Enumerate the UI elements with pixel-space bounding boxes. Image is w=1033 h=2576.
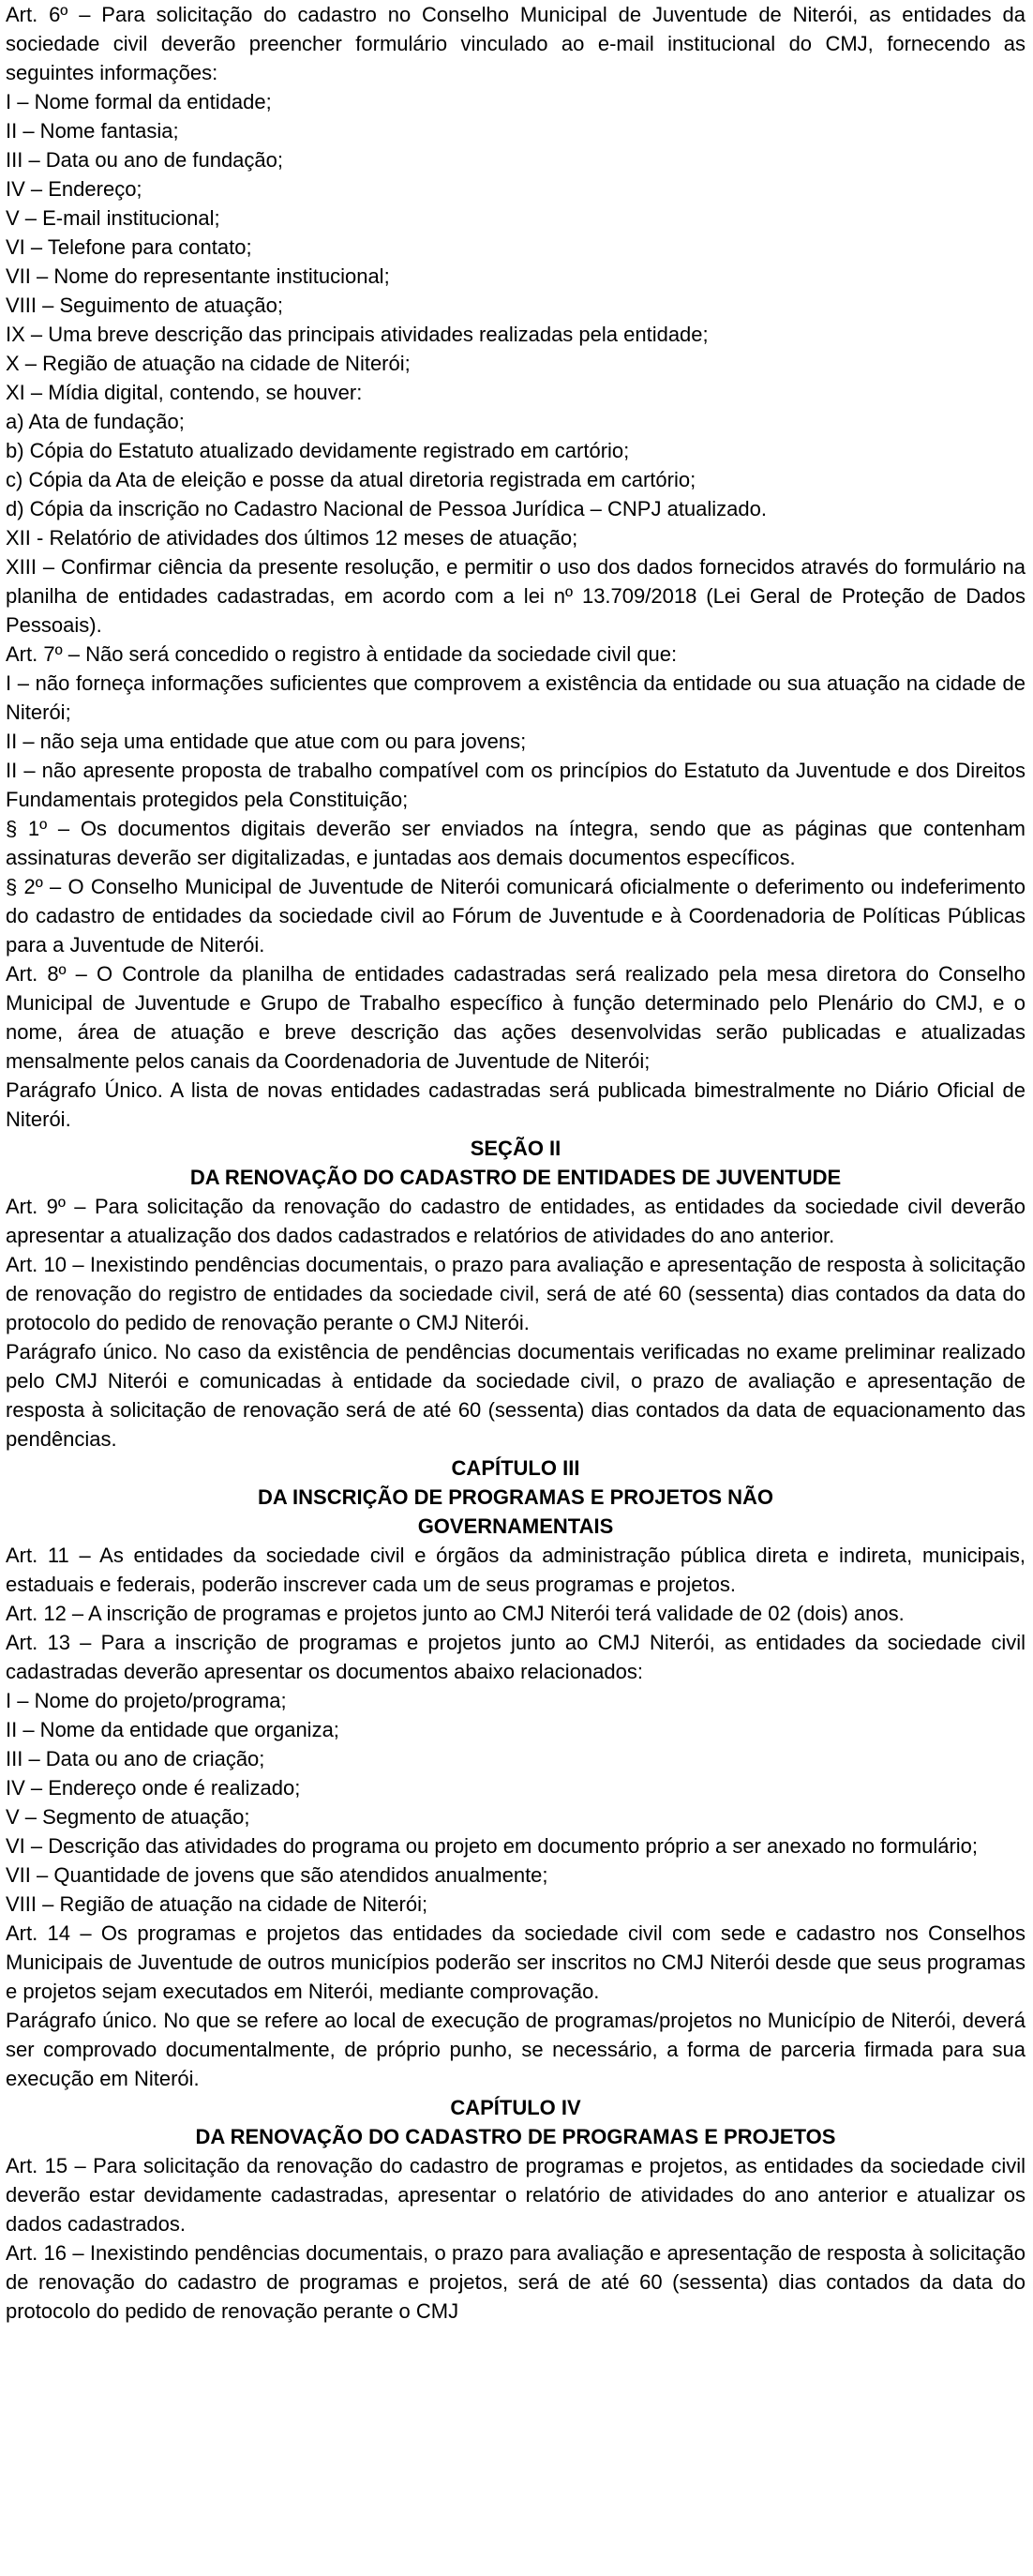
section-heading: DA RENOVAÇÃO DO CADASTRO DE PROGRAMAS E PROJETOS (195, 2125, 836, 2148)
paragraph: XIII – Confirmar ciência da presente resolução, e permitir o uso dos dados fornecidos através do formulário na planilha de entidades cadastradas, em acordo com a lei nº 13.709/2018 (Lei Geral de Proteção de Dados Pessoais). (6, 555, 1026, 637)
paragraph: Art. 6º – Para solicitação do cadastro no Conselho Municipal de Juventude de Niterói, as entidades da sociedade civil deverão preencher formulário vinculado ao e-mail institucional do CMJ, fornecendo as seguintes informações: (6, 3, 1026, 84)
paragraph: V – E-mail institucional; (6, 206, 220, 230)
section-heading: DA RENOVAÇÃO DO CADASTRO DE ENTIDADES DE JUVENTUDE (189, 1166, 842, 1189)
paragraph: § 2º – O Conselho Municipal de Juventude de Niterói comunicará oficialmente o deferimento ou indeferimento do cadastro de entidades da sociedade civil ao Fórum de Juventude e à Coordenadoria de Políticas Públicas para a Juventude de Niterói. (6, 875, 1026, 957)
paragraph: I – Nome do projeto/programa; (6, 1689, 287, 1712)
paragraph: d) Cópia da inscrição no Cadastro Nacional de Pessoa Jurídica – CNPJ atualizado. (6, 497, 767, 520)
section-heading: CAPÍTULO IV (450, 2096, 581, 2119)
paragraph: VI – Descrição das atividades do programa ou projeto em documento próprio a ser anexado no formulário; (6, 1834, 979, 1858)
document-body (6, 0, 1026, 2326)
paragraph: c) Cópia da Ata de eleição e posse da atual diretoria registrada em cartório; (6, 468, 696, 491)
paragraph: Parágrafo único. No que se refere ao local de execução de programas/projetos no Município de Niterói, deverá ser comprovado documentalmente, de próprio punho, se necessário, a forma de parceria firmada para sua execução em Niterói. (6, 2009, 1026, 2090)
paragraph: X – Região de atuação na cidade de Niterói; (6, 352, 411, 375)
paragraph: I – Nome formal da entidade; (6, 90, 272, 113)
paragraph: I – não forneça informações suficientes que comprovem a existência da entidade ou sua atuação na cidade de Niterói; (6, 671, 1026, 724)
paragraph: b) Cópia do Estatuto atualizado devidamente registrado em cartório; (6, 439, 630, 462)
paragraph: VI – Telefone para contato; (6, 235, 252, 259)
paragraph: VIII – Seguimento de atuação; (6, 294, 283, 317)
paragraph: III – Data ou ano de fundação; (6, 148, 284, 172)
paragraph: Art. 7º – Não será concedido o registro à entidade da sociedade civil que: (6, 642, 678, 666)
paragraph: Art. 13 – Para a inscrição de programas e projetos junto ao CMJ Niterói, as entidades da sociedade civil cadastradas deverão apresentar os documentos abaixo relacionados: (6, 1631, 1026, 1683)
paragraph: II – Nome fantasia; (6, 119, 179, 143)
section-heading: DA INSCRIÇÃO DE PROGRAMAS E PROJETOS NÃO (257, 1485, 774, 1509)
paragraph: Art. 14 – Os programas e projetos das entidades da sociedade civil com sede e cadastro nos Conselhos Municipais de Juventude de outros municípios poderão ser inscritos no CMJ Niterói desde que seus programas e projetos sejam executados em Niterói, mediante comprovação. (6, 1921, 1026, 2003)
paragraph: § 1º – Os documentos digitais deverão ser enviados na íntegra, sendo que as páginas que contenham assinaturas deverão ser digitalizadas, e juntadas aos demais documentos específicos. (6, 817, 1026, 869)
paragraph: Parágrafo Único. A lista de novas entidades cadastradas será publicada bimestralmente no Diário Oficial de Niterói. (6, 1078, 1026, 1131)
paragraph: Art. 9º – Para solicitação da renovação do cadastro de entidades, as entidades da sociedade civil deverão apresentar a atualização dos dados cadastrados e relatórios de atividades do ano anterior. (6, 1195, 1026, 1247)
paragraph: VIII – Região de atuação na cidade de Niterói; (6, 1892, 428, 1916)
paragraph: XI – Mídia digital, contendo, se houver: (6, 381, 363, 404)
paragraph: VII – Nome do representante institucional; (6, 264, 390, 288)
paragraph: V – Segmento de atuação; (6, 1805, 250, 1829)
paragraph: IV – Endereço; (6, 177, 142, 201)
paragraph: Art. 8º – O Controle da planilha de entidades cadastradas será realizado pela mesa diretora do Conselho Municipal de Juventude e Grupo de Trabalho específico à função determinado pelo Plenário do CMJ, e o nome, área de atuação e breve descrição das ações desenvolvidas serão publicadas e atualizadas mensalmente pelos canais da Coordenadoria de Juventude de Niterói; (6, 962, 1026, 1073)
paragraph: Art. 12 – A inscrição de programas e projetos junto ao CMJ Niterói terá validade de 02 (dois) anos. (6, 1602, 905, 1625)
section-heading: CAPÍTULO III (451, 1456, 580, 1480)
paragraph: IX – Uma breve descrição das principais atividades realizadas pela entidade; (6, 323, 709, 346)
paragraph: Art. 11 – As entidades da sociedade civil e órgãos da administração pública direta e indireta, municipais, estaduais e federais, poderão inscrever cada um de seus programas e projetos. (6, 1544, 1026, 1596)
paragraph: Art. 16 – Inexistindo pendências documentais, o prazo para avaliação e apresentação de resposta à solicitação de renovação do cadastro de programas e projetos, será de até 60 (sessenta) dias contados da data do protocolo do pedido de renovação perante o CMJ (6, 2241, 1026, 2323)
paragraph: II – Nome da entidade que organiza; (6, 1718, 339, 1741)
paragraph: IV – Endereço onde é realizado; (6, 1776, 301, 1800)
paragraph: II – não seja uma entidade que atue com ou para jovens; (6, 730, 527, 753)
paragraph: Art. 15 – Para solicitação da renovação do cadastro de programas e projetos, as entidades da sociedade civil deverão estar devidamente cadastradas, apresentar o relatório de atividades do ano anterior e atualizar os dados cadastrados. (6, 2154, 1026, 2236)
paragraph: Art. 10 – Inexistindo pendências documentais, o prazo para avaliação e apresentação de resposta à solicitação de renovação do registro de entidades da sociedade civil, será de até 60 (sessenta) dias contados da data do protocolo do pedido de renovação perante o CMJ Niterói. (6, 1253, 1026, 1334)
section-heading: SEÇÃO II (470, 1137, 561, 1160)
paragraph: a) Ata de fundação; (6, 410, 185, 433)
paragraph: VII – Quantidade de jovens que são atendidos anualmente; (6, 1863, 548, 1887)
section-heading: GOVERNAMENTAIS (417, 1514, 614, 1538)
paragraph: II – não apresente proposta de trabalho compatível com os princípios do Estatuto da Juventude e dos Direitos Fundamentais protegidos pela Constituição; (6, 759, 1026, 811)
paragraph: III – Data ou ano de criação; (6, 1747, 265, 1770)
paragraph: XII - Relatório de atividades dos últimos 12 meses de atuação; (6, 526, 578, 550)
paragraph: Parágrafo único. No caso da existência de pendências documentais verificadas no exame preliminar realizado pelo CMJ Niterói e comunicadas à entidade da sociedade civil, o prazo de avaliação e apresentação de resposta à solicitação de renovação será de até 60 (sessenta) dias contados da data de equacionamento das pendências. (6, 1340, 1026, 1451)
